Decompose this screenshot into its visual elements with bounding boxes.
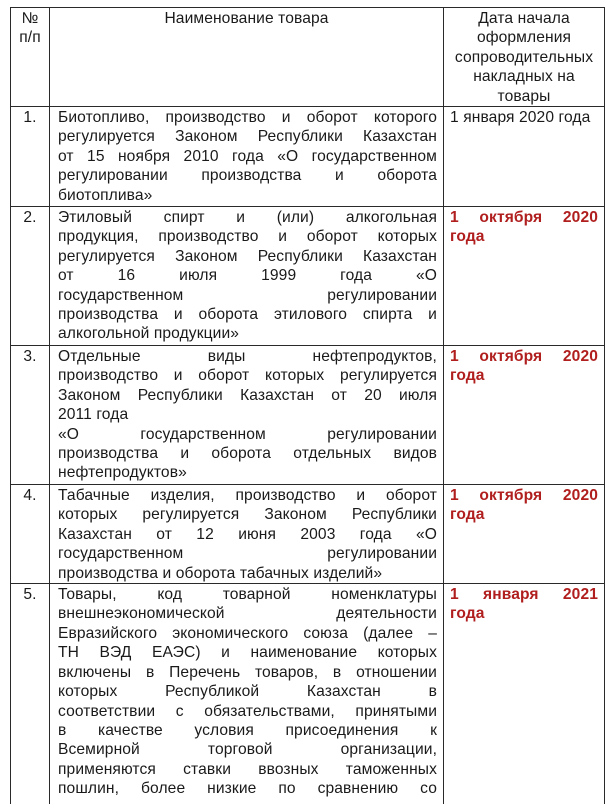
- header-name: Наименование товара: [50, 8, 444, 107]
- row-name: Товары, код товарной номенклатуры внешнеэкономической деятельности Евразийского экономического союза (далее – ТН ВЭД ЕАЭС) и наименование которых включены в Перечень товаров, в отношении которых Республикой Казахстан в соответствии с обязательствами, принятыми в качестве условия присоединения к Всемирной торговой организации, применяются ставки ввозных таможенных пошлин, более низкие по сравнению со: [50, 584, 444, 804]
- row-num: 3.: [11, 346, 50, 485]
- goods-table: [10, 7, 605, 804]
- row-num: 4.: [11, 485, 50, 584]
- row-date: 1 октября 2020 года: [444, 485, 605, 584]
- row-num: 2.: [11, 207, 50, 346]
- row-date: 1 октября 2020 года: [444, 207, 605, 346]
- header-date: Дата начала оформления сопроводительных накладных на товары: [444, 8, 605, 107]
- row-date: 1 января 2021 года: [444, 584, 605, 804]
- table-row: [11, 584, 605, 804]
- row-num: 1.: [11, 107, 50, 207]
- table-row: [11, 346, 605, 485]
- row-name: Этиловый спирт и (или) алкогольная продукция, производство и оборот которых регулируется Законом Республики Казахстан от 16 июля 1999 года «О государственном регулировании производства и оборота этилового спирта и алкогольной продукции»: [50, 207, 444, 346]
- table-row: [11, 485, 605, 584]
- header-num: № п/п: [11, 8, 50, 107]
- row-num: 5.: [11, 584, 50, 804]
- row-name: Отдельные виды нефтепродуктов, производство и оборот которых регулируется Законом Республики Казахстан от 20 июля 2011 года «О государственном регулировании производства и оборота отдельных видов нефтепродуктов»: [50, 346, 444, 485]
- row-name: Табачные изделия, производство и оборот которых регулируется Законом Республики Казахстан от 12 июня 2003 года «О государственном регулировании производства и оборота табачных изделий»: [50, 485, 444, 584]
- row-name: Биотопливо, производство и оборот которого регулируется Законом Республики Казахстан от 15 ноября 2010 года «О государственном регулировании производства и оборота биотоплива»: [50, 107, 444, 207]
- table-header-row: [11, 8, 605, 107]
- row-date: 1 января 2020 года: [444, 107, 605, 207]
- table-row: [11, 107, 605, 207]
- row-date: 1 октября 2020 года: [444, 346, 605, 485]
- table-row: [11, 207, 605, 346]
